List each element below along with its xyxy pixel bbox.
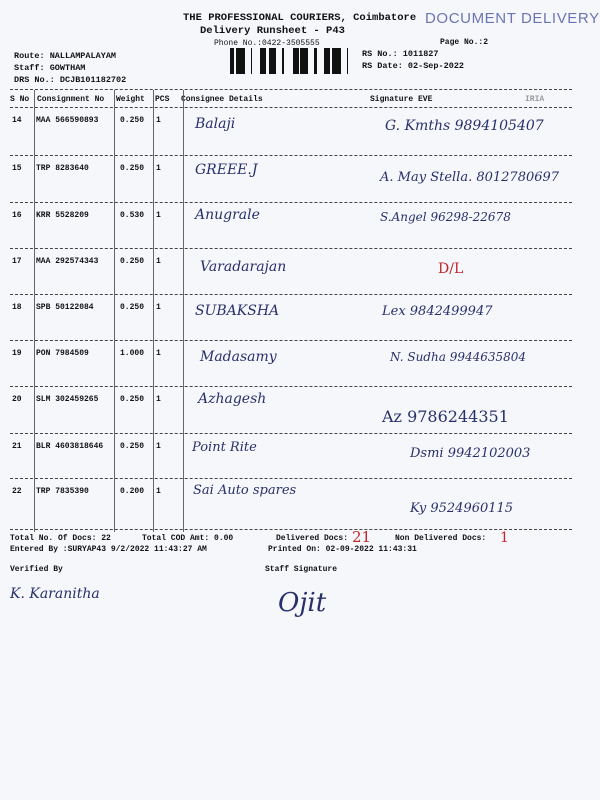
staff-signature-label: Staff Signature: [265, 565, 338, 574]
row-signature: A. May Stella. 8012780697: [380, 170, 560, 185]
row-pcs: 1: [156, 303, 161, 312]
non-delivered-label: Non Delivered Docs:: [395, 534, 487, 543]
row-consignment: SPB 50122084: [36, 303, 94, 312]
table-row: [10, 158, 580, 203]
col-consignment: Consignment No: [37, 95, 105, 104]
row-signature: Lex 9842499947: [382, 304, 493, 319]
table-row: [10, 343, 580, 388]
row-pcs: 1: [156, 349, 161, 358]
row-consignment: BLR 4603818646: [36, 442, 104, 451]
row-sno: 14: [12, 116, 22, 125]
row-divider: [10, 248, 572, 249]
row-consignment: SLM 302459265: [36, 395, 99, 404]
row-pcs: 1: [156, 395, 161, 404]
table-row: [10, 297, 580, 342]
runsheet-title: Delivery Runsheet - P43: [200, 25, 345, 37]
table-row: [10, 205, 580, 250]
non-delivered-value: 1: [500, 530, 509, 546]
delivered-docs-label: Delivered Docs:: [276, 534, 349, 543]
table-row: [10, 251, 580, 296]
verified-by-label: Verified By: [10, 565, 63, 574]
staff-signature: Ojit: [278, 588, 327, 618]
table-row: [10, 481, 580, 526]
row-divider: [10, 202, 572, 203]
row-sno: 16: [12, 211, 22, 220]
row-weight: 1.000: [120, 349, 145, 358]
row-pcs: 1: [156, 116, 161, 125]
row-weight: 0.250: [120, 395, 145, 404]
row-consignee: Balaji: [195, 116, 236, 132]
row-consignment: KRR 5528209: [36, 211, 89, 220]
delivered-docs-value: 21: [352, 528, 372, 546]
row-sno: 20: [12, 395, 22, 404]
row-sno: 15: [12, 164, 22, 173]
row-weight: 0.250: [120, 164, 145, 173]
row-divider: [10, 294, 572, 295]
document-delivery-stamp: DOCUMENT DELIVERY: [425, 10, 600, 27]
company-title: THE PROFESSIONAL COURIERS, Coimbatore: [183, 12, 417, 24]
row-weight: 0.250: [120, 442, 145, 451]
row-consignee: SUBAKSHA: [195, 303, 280, 319]
row-consignee: Varadarajan: [200, 259, 287, 275]
header-bottom-rule: [10, 107, 572, 108]
drs-number: DRS No.: DCJB101182702: [14, 75, 127, 85]
page-number: Page No.:2: [440, 38, 489, 47]
barcode-icon: [230, 48, 352, 74]
total-docs: Total No. Of Docs: 22: [10, 534, 111, 543]
row-divider: [10, 155, 572, 156]
row-consignee: Anugrale: [195, 207, 260, 223]
row-weight: 0.250: [120, 257, 145, 266]
table-row: [10, 389, 580, 434]
row-signature: Az 9786244351: [382, 407, 509, 426]
row-consignment: TRP 7835390: [36, 487, 89, 496]
verifier-signature: K. Karanitha: [10, 586, 100, 602]
row-consignee: Sai Auto spares: [193, 483, 297, 498]
row-divider: [10, 386, 572, 387]
col-pcs: PCS: [155, 95, 170, 104]
header-top-rule: [10, 89, 572, 90]
row-weight: 0.200: [120, 487, 145, 496]
row-signature: G. Kmths 9894105407: [385, 118, 544, 134]
row-consignment: PON 7984509: [36, 349, 89, 358]
row-consignee: Madasamy: [200, 349, 277, 365]
staff: Staff: GOWTHAM: [14, 63, 86, 73]
rs-number: RS No.: 1011827: [362, 49, 439, 59]
row-weight: 0.250: [120, 116, 145, 125]
row-consignee: Point Rite: [192, 440, 257, 455]
row-weight: 0.250: [120, 303, 145, 312]
row-pcs: 1: [156, 211, 161, 220]
row-pcs: 1: [156, 164, 161, 173]
row-consignment: MAA 566590893: [36, 116, 99, 125]
row-signature: S.Angel 96298-22678: [380, 210, 511, 224]
row-consignee: GREEE.J: [195, 162, 258, 178]
row-sno: 17: [12, 257, 22, 266]
route: Route: NALLAMPALAYAM: [14, 51, 117, 61]
row-sno: 21: [12, 442, 22, 451]
row-pcs: 1: [156, 257, 161, 266]
table-row: [10, 110, 580, 155]
row-signature: Ky 9524960115: [410, 501, 514, 516]
rs-date: RS Date: 02-Sep-2022: [362, 61, 465, 71]
row-pcs: 1: [156, 442, 161, 451]
row-pcs: 1: [156, 487, 161, 496]
phone-number: Phone No.:0422-3505555: [214, 39, 320, 48]
table-row: [10, 436, 580, 481]
row-divider: [10, 340, 572, 341]
total-cod: Total COD Amt: 0.00: [142, 534, 234, 543]
col-extra: IRIA: [525, 95, 545, 104]
col-sno: S No: [10, 95, 30, 104]
row-consignment: TRP 8283640: [36, 164, 89, 173]
row-signature: D/L: [438, 261, 464, 277]
row-consignee: Azhagesh: [198, 391, 267, 407]
row-divider: [10, 529, 572, 530]
row-sno: 22: [12, 487, 22, 496]
row-sno: 18: [12, 303, 22, 312]
row-sno: 19: [12, 349, 22, 358]
row-weight: 0.530: [120, 211, 145, 220]
col-consignee: Consignee Details: [181, 95, 263, 104]
row-signature: N. Sudha 9944635804: [390, 350, 527, 364]
col-signature: Signature EVE: [370, 95, 433, 104]
row-divider: [10, 433, 572, 434]
entered-by: Entered By :SURYAP43 9/2/2022 11:43:27 AM: [10, 545, 207, 554]
row-signature: Dsmi 9942102003: [410, 446, 531, 461]
row-divider: [10, 478, 572, 479]
row-consignment: MAA 292574343: [36, 257, 99, 266]
col-weight: Weight: [116, 95, 145, 104]
printed-on: Printed On: 02-09-2022 11:43:31: [268, 545, 417, 554]
